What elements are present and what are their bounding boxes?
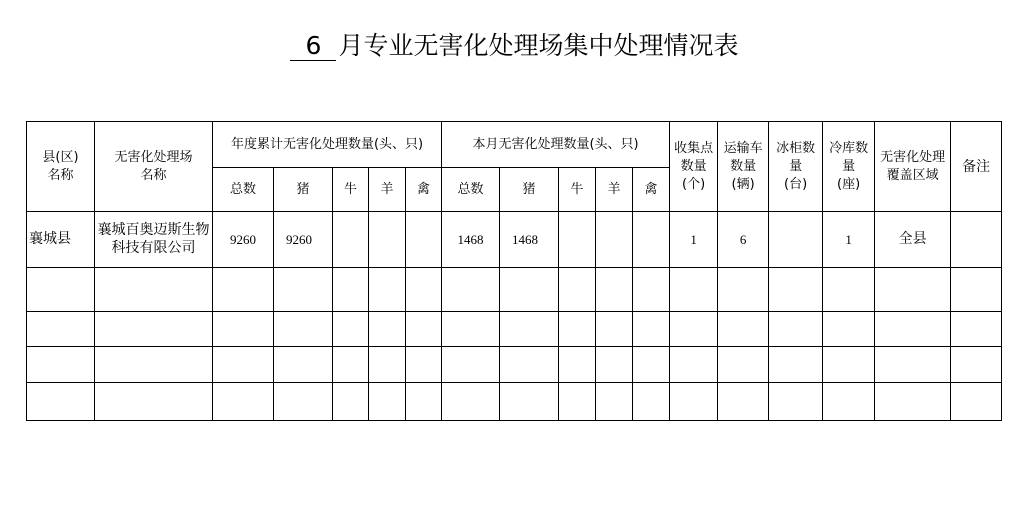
cell-monthly-poultry	[633, 212, 670, 268]
empty-cell	[875, 312, 951, 347]
header-cold-storage	[823, 122, 875, 212]
cell-annual-total: 9260	[213, 212, 274, 268]
empty-cell	[406, 347, 442, 383]
empty-cell	[823, 347, 875, 383]
cell-county: 襄城县	[27, 212, 95, 268]
empty-cell	[633, 347, 670, 383]
header-annual-total: 总数	[213, 168, 274, 212]
empty-cell	[274, 347, 333, 383]
table-row	[27, 383, 1002, 421]
empty-cell	[369, 268, 406, 312]
table-row	[27, 312, 1002, 347]
empty-cell	[670, 312, 718, 347]
header-county	[27, 122, 95, 212]
empty-cell	[951, 347, 1002, 383]
empty-cell	[274, 383, 333, 421]
empty-cell	[670, 347, 718, 383]
header-annual-poultry: 禽	[406, 168, 442, 212]
empty-cell	[213, 312, 274, 347]
cell-monthly-total: 1468	[442, 212, 500, 268]
header-collection-points	[670, 122, 718, 212]
header-collection-points-text: 收集点 数量 (个)	[674, 140, 714, 192]
empty-cell	[596, 312, 633, 347]
cell-collection-points: 1	[670, 212, 718, 268]
empty-cell	[406, 383, 442, 421]
empty-cell	[769, 383, 823, 421]
empty-cell	[442, 347, 500, 383]
empty-cell	[27, 312, 95, 347]
cell-plant: 襄城百奥迈斯生物科技有限公司	[95, 212, 213, 268]
empty-cell	[442, 268, 500, 312]
empty-cell	[875, 268, 951, 312]
title-month: 6	[290, 32, 336, 61]
empty-cell	[369, 312, 406, 347]
cell-coverage: 全县	[875, 212, 951, 268]
empty-cell	[875, 383, 951, 421]
empty-cell	[559, 312, 596, 347]
disposal-table	[26, 121, 1002, 421]
cell-annual-cattle	[333, 212, 369, 268]
empty-cell	[406, 268, 442, 312]
header-monthly-group: 本月无害化处理数量(头、只)	[442, 122, 670, 168]
header-coverage	[875, 122, 951, 212]
header-monthly-poultry: 禽	[633, 168, 670, 212]
empty-cell	[875, 347, 951, 383]
empty-cell	[718, 347, 769, 383]
header-county-text: 县(区) 名称	[42, 149, 79, 183]
header-annual-cattle: 牛	[333, 168, 369, 212]
cell-annual-poultry	[406, 212, 442, 268]
empty-cell	[951, 383, 1002, 421]
empty-cell	[823, 312, 875, 347]
empty-cell	[769, 312, 823, 347]
empty-cell	[95, 268, 213, 312]
header-freezers	[769, 122, 823, 212]
empty-cell	[633, 268, 670, 312]
empty-cell	[333, 312, 369, 347]
header-plant-text: 无害化处理场 名称	[114, 149, 193, 183]
empty-cell	[596, 347, 633, 383]
empty-cell	[500, 268, 559, 312]
empty-cell	[633, 383, 670, 421]
empty-cell	[769, 347, 823, 383]
cell-freezers	[769, 212, 823, 268]
empty-cell	[213, 383, 274, 421]
empty-cell	[718, 383, 769, 421]
header-cold-storage-text: 冷库数 量 (座)	[829, 140, 869, 192]
empty-cell	[213, 347, 274, 383]
empty-cell	[406, 312, 442, 347]
header-monthly-pig: 猪	[500, 168, 559, 212]
header-monthly-sheep: 羊	[596, 168, 633, 212]
empty-cell	[95, 383, 213, 421]
header-annual-pig: 猪	[274, 168, 333, 212]
header-transport-vehicles-text: 运输车 数量 (辆)	[723, 140, 763, 192]
empty-cell	[559, 347, 596, 383]
table-row	[27, 212, 1002, 268]
empty-cell	[333, 383, 369, 421]
header-remarks: 备注	[951, 122, 1002, 212]
cell-monthly-cattle	[559, 212, 596, 268]
empty-cell	[27, 268, 95, 312]
empty-cell	[823, 383, 875, 421]
table-row	[27, 268, 1002, 312]
title-text: 月专业无害化处理场集中处理情况表	[338, 31, 739, 60]
empty-cell	[633, 312, 670, 347]
empty-cell	[369, 347, 406, 383]
empty-cell	[769, 268, 823, 312]
empty-cell	[442, 383, 500, 421]
header-freezers-text: 冰柜数 量 (台)	[776, 140, 816, 192]
empty-cell	[951, 312, 1002, 347]
empty-cell	[274, 312, 333, 347]
empty-cell	[333, 268, 369, 312]
empty-cell	[596, 383, 633, 421]
cell-monthly-pig: 1468	[500, 212, 559, 268]
empty-cell	[823, 268, 875, 312]
empty-cell	[559, 268, 596, 312]
empty-cell	[559, 383, 596, 421]
empty-cell	[596, 268, 633, 312]
table-row	[27, 347, 1002, 383]
empty-cell	[27, 383, 95, 421]
empty-cell	[333, 347, 369, 383]
empty-cell	[213, 268, 274, 312]
cell-remarks	[951, 212, 1002, 268]
empty-cell	[718, 312, 769, 347]
empty-cell	[274, 268, 333, 312]
empty-cell	[500, 347, 559, 383]
empty-cell	[442, 312, 500, 347]
empty-cell	[500, 383, 559, 421]
header-annual-sheep: 羊	[369, 168, 406, 212]
header-coverage-text: 无害化处理 覆盖区域	[880, 149, 946, 183]
empty-cell	[670, 268, 718, 312]
header-annual-group: 年度累计无害化处理数量(头、只)	[213, 122, 442, 168]
header-row-1	[27, 122, 1002, 168]
empty-cell	[95, 312, 213, 347]
header-plant	[95, 122, 213, 212]
cell-cold-storage: 1	[823, 212, 875, 268]
header-monthly-cattle: 牛	[559, 168, 596, 212]
empty-cell	[670, 383, 718, 421]
cell-annual-sheep	[369, 212, 406, 268]
cell-transport-vehicles: 6	[718, 212, 769, 268]
page-title	[0, 28, 1029, 64]
cell-monthly-sheep	[596, 212, 633, 268]
header-transport-vehicles	[718, 122, 769, 212]
empty-cell	[500, 312, 559, 347]
empty-cell	[718, 268, 769, 312]
empty-cell	[951, 268, 1002, 312]
empty-cell	[95, 347, 213, 383]
empty-cell	[369, 383, 406, 421]
empty-cell	[27, 347, 95, 383]
header-monthly-total: 总数	[442, 168, 500, 212]
cell-annual-pig: 9260	[274, 212, 333, 268]
